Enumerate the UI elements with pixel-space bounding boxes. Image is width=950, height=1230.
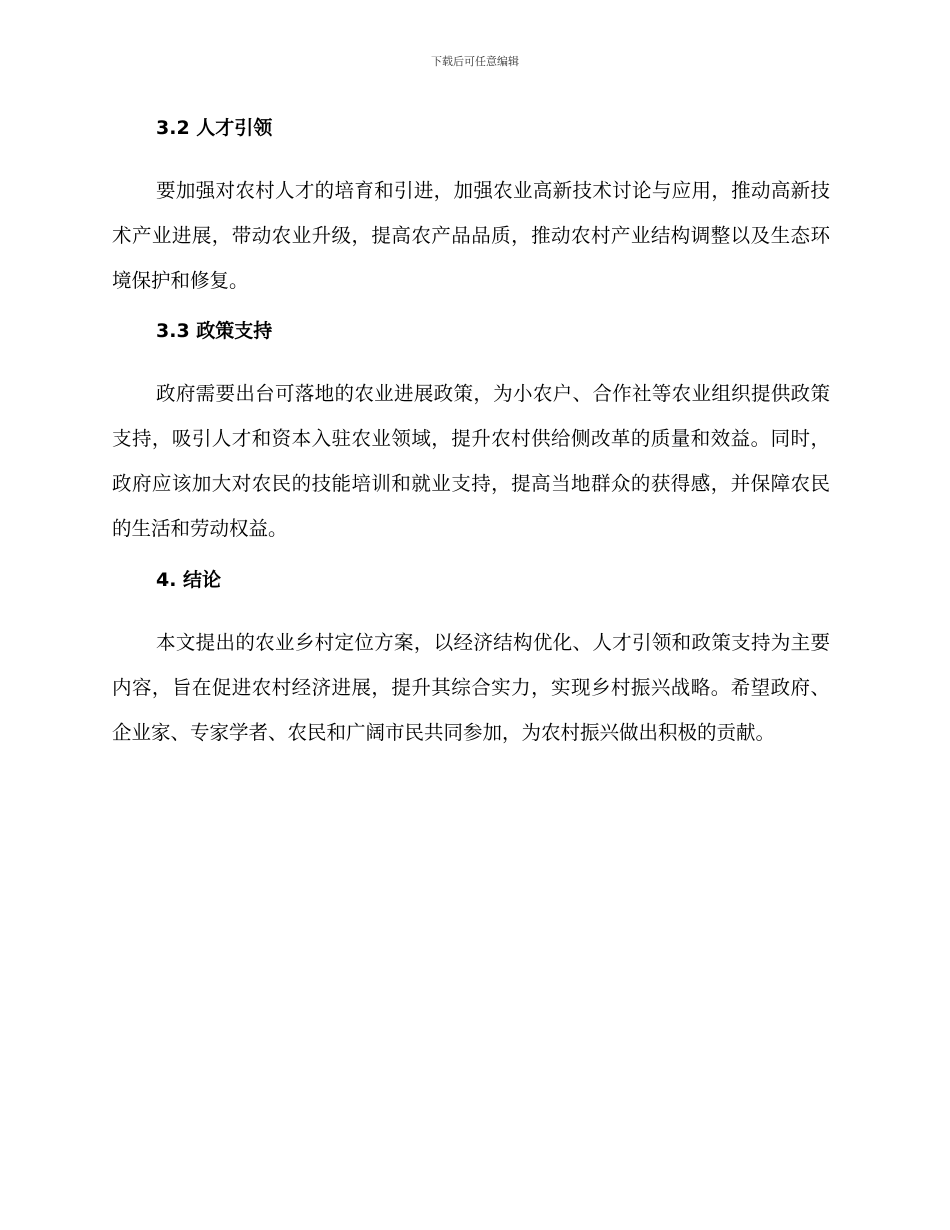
section-heading-talent: 3.2 人才引领 (156, 117, 273, 139)
page-header-note: 下载后可任意编辑 (431, 55, 519, 68)
section-heading-policy: 3.3 政策支持 (156, 320, 273, 342)
section-heading-conclusion: 4. 结论 (156, 569, 222, 591)
section-paragraph-talent: 要加强对农村人才的培育和引进，加强农业高新技术讨论与应用，推动高新技术产业进展，带动农业升级，提高农产品品质，推动农村产业结构调整以及生态环境保护和修复。 (112, 179, 830, 292)
section-paragraph-conclusion: 本文提出的农业乡村定位方案，以经济结构优化、人才引领和政策支持为主要内容，旨在促进农村经济进展，提升其综合实力，实现乡村振兴战略。希望政府、企业家、专家学者、农民和广阔市民共同参加，为农村振兴做出积极的贡献。 (112, 631, 830, 744)
section-paragraph-policy: 政府需要出台可落地的农业进展政策，为小农户、合作社等农业组织提供政策支持，吸引人才和资本入驻农业领域，提升农村供给侧改革的质量和效益。同时，政府应该加大对农民的技能培训和就业支持，提高当地群众的获得感，并保障农民的生活和劳动权益。 (112, 382, 830, 540)
document-body (112, 112, 830, 755)
